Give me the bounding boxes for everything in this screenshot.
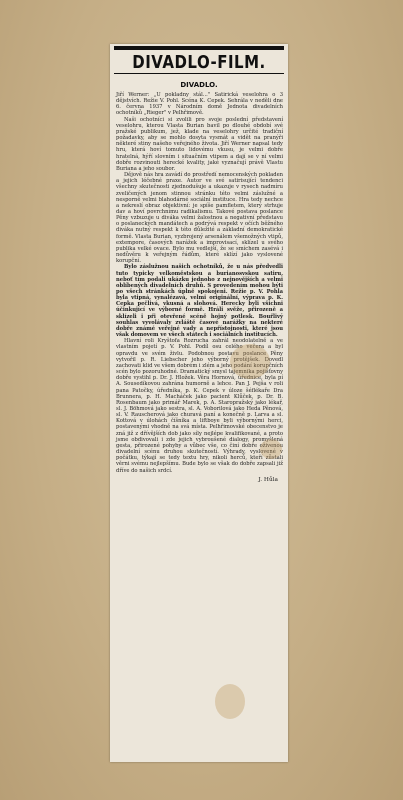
article-paragraph: Hlavní roli Kryštofa Rozrucha zahrál neodolatelně a ve vlastním pojetí p. V. Pohl. Podíl osu celého večera a byl opravdu ve svém živlu. Podobnou postavu poslance Pěny vytvořil p. R. Liebscher jeho výborný protějšek. Dovedl zachovati klid ve všem dobrém i zlém a jeho podání korupčních scén bylo pozoruhodné. Dramatický smysl tajemnika pojišťovny dobře vystihl p. Dr. J. Hložek. Věra Hornová, úřednice, byla pí A. Sousedíkovou zahrána humorně a lehce. Pan J. Pejša v roli pana Patočky, úředníka, p. K. Cepek v úloze šéflékaře Dra Brunnera, p. H. Macháček jako pacient Klůček, p. Dr. B. Rosenbaum jako primář Marek, p. A. Staropražský jako lékař, sl. J. Böhmová jako sestra, sl. A. Voborilová jako Heda Pěnová, sl. V. Rauscherová jako churavá paní a konečně p. Larva a sl. Kottová v úlohách číšníka a liftboye byli výbornými herci, postavenými vhodně na svá místa. Pelhřimovské obecenstvo je zná již z dřívějších dob jako síly nejlépe kvalifikované, a proto jsme obdivovali i zde jejich vybroušené dialogy, promyšlená gesta, přirozené pohyby a vůbec vše, co činí dobře oživenou divadelní scénu druhou skutečností. Výhrady, vyslovené v počátku, týkají se tedy textu hry, nikoli herců, kteří zůstali věrni svému nejlepšímu. Bude bylo se však do dobře zapsali již dříve do našich srdcí.	[116, 338, 283, 474]
stain	[230, 344, 270, 379]
top-rule	[114, 46, 284, 50]
article-paragraph: Naši ochotníci si zvolili pro svoje poslední představení veselohru, kterou Vlasta Burian bavil po dlouhé období své pražské publikum, jež, klade na veselohry určité tradiční požadavky, aby se mohlo dosyta vysmát a vidět na pranýři některé stiny našeho veřejného života. Jiří Werner napsal tedy hru, která hoví tomuto lidovému vkusu, je velmi dobře hratelná, hýří slovním i situačním vtipem a dají se v ní velmi dobře rozvinouti herecké kvality, jaké vyznačují právě Vlastu Buriana a jeho soubor.	[116, 116, 283, 172]
section-heading: DIVADLO.	[180, 81, 218, 89]
article-paragraph-bold: Bylo záslužnou našich ochotníků, že u nás předvedli tuto typicky velkoměstskou a burianosvskou satiru, neboť tím podali ukázku jednoho z nejnovějších a velmi oblíbených divadelních druhů. S provedením mohou býti po všech stránkách úplně spokojeni. Režie p. V. Pohla byla vtipná, vynalézavá, velmi originální, výprava p. K. Cepka pečlivá, vkusná a slohová. Herecky byli všichni účinkující ve výborné formě. Hráli svěže, přirozeně a sklízeli i při otevřené scéně hojný potlesk. Bouřlivý souhlas vyvolávaly zvláště časové narážky na nekteré dobře známé veřejné vady a nepřístojnosti, které jsou však domovem ve všech státech i sociálních institucích.	[116, 264, 283, 339]
masthead-rule	[114, 73, 284, 74]
article-column	[116, 92, 283, 474]
stain	[215, 684, 245, 719]
newspaper-clipping	[110, 44, 288, 762]
masthead-title: DIVADLO-FILM.	[132, 51, 266, 73]
stain	[260, 439, 282, 459]
article-paragraph: Dějově nás hra zavádí do prostředí nemocenských pokladen a jejich léčebné praxe. Autor ve své satirisující tendenci všechny skutečnosti zjednodušuje a ukazuje v rysech nadmíru zveličených jenom stinnou stránku této velmi záslužné a nesporně velmi blahodárné sociální instituce. Hra tedy nechce a nekreslí obraz objektivní: je spíše pamfletem, který strhuje dav a hoví povrchnímu radikalismu. Takové postava poslance Pěny vzbuzuje u diváka velmi žalostnou a negativní představu o poslaneckých mandátech a podrývá respekt v očích běžného diváka nutný respekt k této důležité a základní demokratické formě. Vlasta Burian, vyzbrojený arsenálem všemožných vtipů, extempore, časových narážek a improvisací, sklízel u svého publika velké ovace. Bylo mu vedlejší, že se smíchem zasévá i nedůvěru k veřejným řádům, které sklízí jako vyslovené korupční.	[116, 172, 283, 265]
article-intro: Jiří Werner: „U pokladny stál..." Satirická veselohra o 3 dějstvích. Režie V. Pohl. Scéna K. Cepek. Sehrála v neděli dne 6. června 1937 v Národním domě Jednota divadelních ochotníků „Rieger" v Pelhřimově.	[116, 92, 283, 117]
author-signature: J. Hůla	[258, 476, 278, 483]
